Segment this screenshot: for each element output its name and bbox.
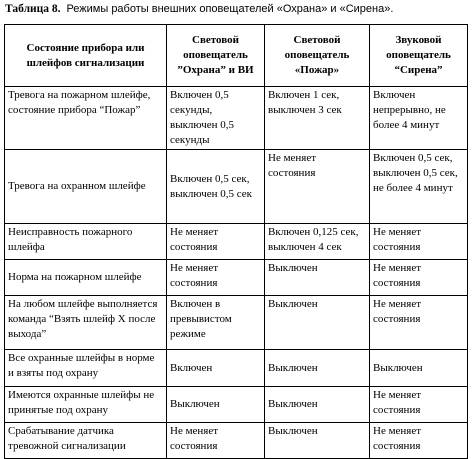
caption-text: Режимы работы внешних оповещателей «Охрана» и «Сирена».	[66, 3, 394, 15]
table-cell: Выключен	[265, 387, 370, 423]
table-cell: Срабатывание датчика тревожной сигнализации	[5, 423, 167, 459]
table-cell: Включен 0,5 сек, выключен 0,5 сек	[167, 150, 265, 224]
table-cell: Включен 1 сек, выключен 3 сек	[265, 87, 370, 150]
table-cell: Включен 0,125 сек, выключен 4 сек	[265, 224, 370, 260]
table-cell: Включен 0,5 секунды, выключен 0,5 секунды	[167, 87, 265, 150]
table-cell: Не меняет состояния	[167, 423, 265, 459]
modes-table	[4, 24, 468, 459]
table-row	[5, 296, 468, 350]
table-cell: Не меняет состояния	[265, 150, 370, 224]
table-row	[5, 423, 468, 459]
table-row	[5, 350, 468, 387]
table-cell: Выключен	[265, 296, 370, 350]
header-cell-state: Состояние прибора или шлейфов сигнализации	[5, 25, 167, 87]
table-cell: Не меняет состояния	[370, 296, 468, 350]
table-row	[5, 87, 468, 150]
table-cell: Не меняет состояния	[370, 387, 468, 423]
table-cell: Не меняет состояния	[167, 260, 265, 296]
table-row	[5, 387, 468, 423]
table-cell: Тревога на охранном шлейфе	[5, 150, 167, 224]
table-cell: Выключен	[265, 423, 370, 459]
table-cell: Не меняет состояния	[370, 260, 468, 296]
table-row	[5, 224, 468, 260]
table-cell: Тревога на пожарном шлейфе, состояние прибора “Пожар”	[5, 87, 167, 150]
table-cell: Включен непрерывно, не более 4 минут	[370, 87, 468, 150]
table-cell: На любом шлейфе выполняется команда “Взять шлейф X после выхода”	[5, 296, 167, 350]
table-cell: Включен 0,5 сек, выключен 0,5 сек, не более 4 минут	[370, 150, 468, 224]
table-cell: Выключен	[167, 387, 265, 423]
table-cell: Включен в превывистом режиме	[167, 296, 265, 350]
table-cell: Не меняет состояния	[167, 224, 265, 260]
table-cell: Не меняет состояния	[370, 423, 468, 459]
caption-label: Таблица 8.	[5, 3, 61, 15]
table-cell: Неисправность пожарного шлейфа	[5, 224, 167, 260]
table-row	[5, 150, 468, 224]
table-cell: Все охранные шлейфы в норме и взяты под охрану	[5, 350, 167, 387]
table-cell: Выключен	[370, 350, 468, 387]
header-row	[5, 25, 468, 87]
header-cell-light-fire: Световой оповещатель «Пожар»	[265, 25, 370, 87]
table-caption	[5, 3, 393, 15]
table-cell: Норма на пожарном шлейфе	[5, 260, 167, 296]
table-cell: Имеются охранные шлейфы не принятые под охрану	[5, 387, 167, 423]
table-row	[5, 260, 468, 296]
header-cell-siren: Звуковой оповещатель “Сирена”	[370, 25, 468, 87]
table-cell: Не меняет состояния	[370, 224, 468, 260]
table-cell: Выключен	[265, 260, 370, 296]
header-cell-light-guard: Световой оповещатель ”Охрана” и ВИ	[167, 25, 265, 87]
table-cell: Включен	[167, 350, 265, 387]
table-cell: Выключен	[265, 350, 370, 387]
